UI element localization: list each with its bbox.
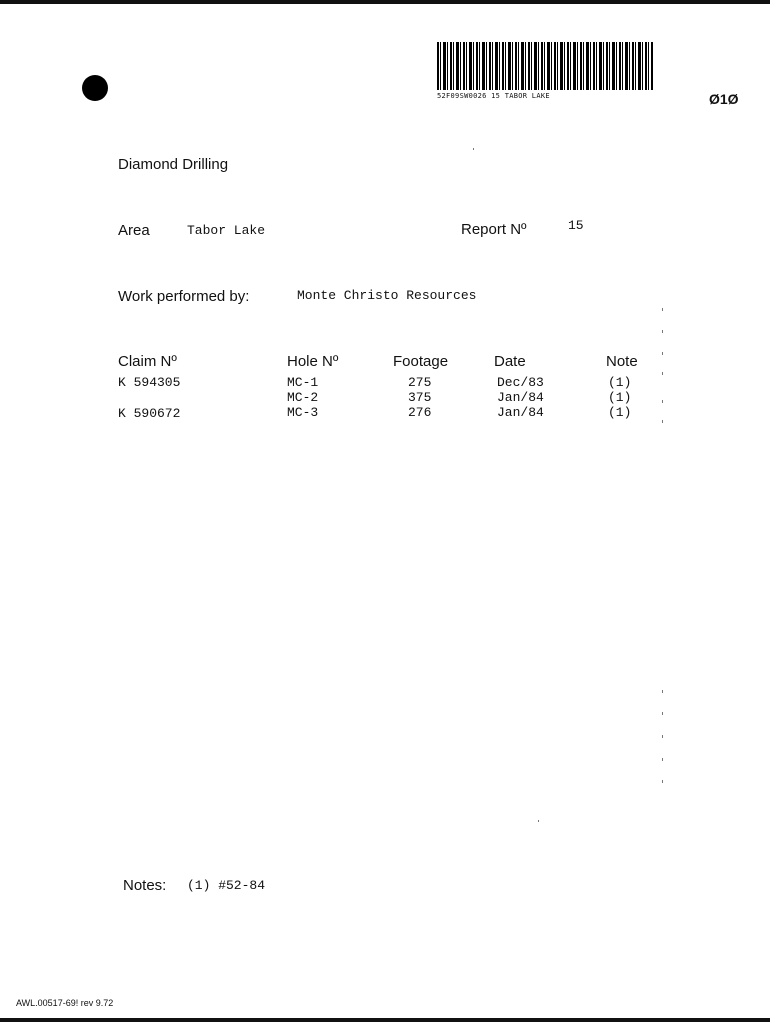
header-hole: Hole Nº [287,353,339,370]
table-row-note: (1) [608,405,632,420]
header-date: Date [494,353,526,370]
scan-speck [662,758,663,761]
table-row-footage: 275 [408,375,432,390]
table-row-hole: MC-2 [287,390,319,405]
scan-speck [662,308,663,311]
barcode-caption: 52F09SW0026 15 TABOR LAKE [437,92,550,100]
header-footage: Footage [393,353,449,370]
page-title: Diamond Drilling [118,156,229,173]
table-row-date: Dec/83 [497,375,544,390]
scan-speck [473,148,474,150]
scan-speck [662,712,663,715]
table-row-hole: MC-3 [287,405,319,420]
scan-speck [662,420,663,423]
scan-speck [662,372,663,375]
table-row-date: Jan/84 [497,405,544,420]
report-number-value: 15 [568,218,584,233]
notes-label: Notes: [123,877,167,894]
scan-speck [662,330,663,333]
work-performed-value: Monte Christo Resources [297,288,477,303]
form-number: AWL.00517-69! rev 9.72 [16,998,114,1008]
header-claim: Claim Nº [118,353,177,370]
scan-speck [662,690,663,693]
area-label: Area [118,222,150,239]
table-row-footage: 375 [408,390,432,405]
scan-speck [538,820,539,822]
table-row-claim: K 594305 [118,375,181,390]
scan-speck [662,400,663,403]
scan-speck [662,735,663,738]
table-row-hole: MC-1 [287,375,319,390]
bottom-border [0,1018,770,1022]
table-row-footage: 276 [408,405,432,420]
document-code: Ø1Ø [709,91,739,107]
barcode-image [437,42,653,90]
punch-hole [82,75,108,101]
notes-value: (1) #52-84 [187,878,266,893]
table-row-note: (1) [608,375,632,390]
area-value: Tabor Lake [187,223,266,238]
scan-speck [662,352,663,355]
report-number-label: Report Nº [461,221,527,238]
table-row-claim: K 590672 [118,406,181,421]
work-performed-label: Work performed by: [118,288,250,305]
scan-speck [662,780,663,783]
top-border [0,0,770,4]
table-row-note: (1) [608,390,632,405]
header-note: Note [606,353,638,370]
table-row-date: Jan/84 [497,390,544,405]
